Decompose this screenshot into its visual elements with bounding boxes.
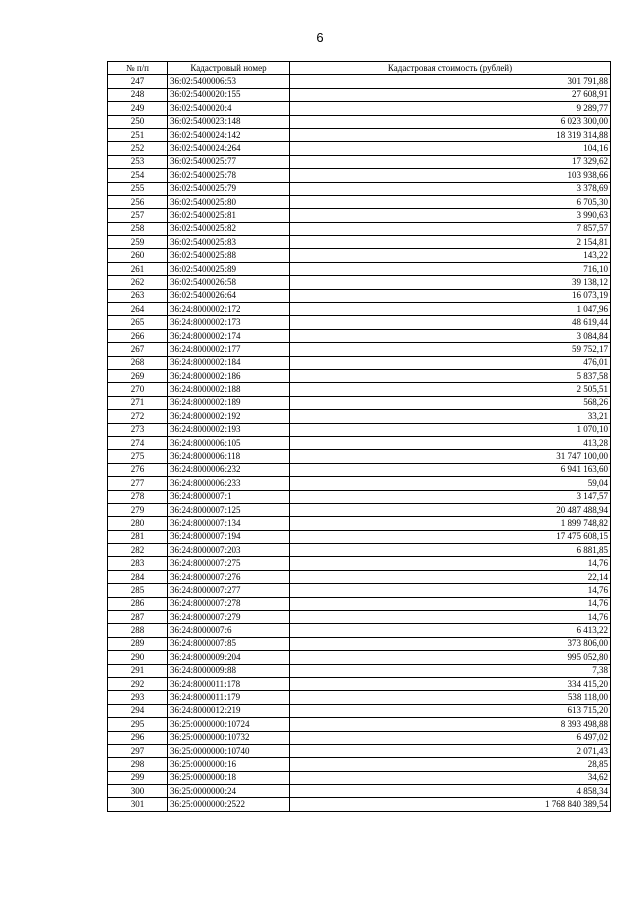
row-index-cell: 290 [108,651,168,664]
row-index-cell: 288 [108,624,168,637]
cadastral-value-cell: 17 475 608,15 [290,530,611,543]
cadastral-number-cell: 36:24:8000007:1 [168,490,290,503]
cadastral-number-cell: 36:24:8000007:125 [168,503,290,516]
cadastral-value-cell: 17 329,62 [290,155,611,168]
table-row [108,785,611,798]
cadastral-number-cell: 36:25:0000000:16 [168,758,290,771]
cadastral-number-cell: 36:24:8000007:134 [168,517,290,530]
table-row [108,798,611,811]
table-row [108,677,611,690]
cadastral-number-cell: 36:25:0000000:2522 [168,798,290,811]
row-index-cell: 278 [108,490,168,503]
row-index-cell: 265 [108,316,168,329]
row-index-cell: 266 [108,329,168,342]
table-row [108,115,611,128]
table-row [108,704,611,717]
cadastral-number-cell: 36:24:8000002:193 [168,423,290,436]
table-row [108,557,611,570]
row-index-cell: 289 [108,637,168,650]
cadastral-number-cell: 36:25:0000000:10732 [168,731,290,744]
cadastral-value-cell: 14,76 [290,584,611,597]
table-row [108,88,611,101]
cadastral-value-cell: 143,22 [290,249,611,262]
cadastral-value-cell: 31 747 100,00 [290,450,611,463]
cadastral-number-cell: 36:24:8000007:85 [168,637,290,650]
cadastral-value-cell: 14,76 [290,611,611,624]
table-row [108,236,611,249]
table-row [108,410,611,423]
cadastral-number-cell: 36:02:5400024:264 [168,142,290,155]
cadastral-value-cell: 1 070,10 [290,423,611,436]
cadastral-value-cell: 716,10 [290,262,611,275]
cadastral-number-cell: 36:24:8000007:278 [168,597,290,610]
cadastral-value-cell: 48 619,44 [290,316,611,329]
table-row [108,276,611,289]
cadastral-value-cell: 373 806,00 [290,637,611,650]
cadastral-value-cell: 14,76 [290,597,611,610]
cadastral-value-cell: 9 289,77 [290,102,611,115]
table-row [108,195,611,208]
cadastral-number-cell: 36:02:5400025:81 [168,209,290,222]
row-index-cell: 263 [108,289,168,302]
table-row [108,329,611,342]
table-row [108,369,611,382]
row-index-cell: 251 [108,128,168,141]
row-index-cell: 276 [108,463,168,476]
cadastral-number-cell: 36:02:5400026:64 [168,289,290,302]
row-index-cell: 252 [108,142,168,155]
row-index-cell: 256 [108,195,168,208]
cadastral-number-cell: 36:24:8000006:232 [168,463,290,476]
row-index-cell: 253 [108,155,168,168]
row-index-cell: 262 [108,276,168,289]
cadastral-value-cell: 1 047,96 [290,303,611,316]
row-index-cell: 268 [108,356,168,369]
column-header-cadastral-number: Кадастровый номер [168,62,290,75]
cadastral-number-cell: 36:02:5400025:89 [168,262,290,275]
table-row [108,731,611,744]
table-row [108,490,611,503]
cadastral-value-cell: 3 147,57 [290,490,611,503]
cadastral-number-cell: 36:24:8000009:88 [168,664,290,677]
table-row [108,423,611,436]
cadastral-number-cell: 36:25:0000000:10724 [168,718,290,731]
cadastral-value-cell: 5 837,58 [290,369,611,382]
cadastral-value-cell: 6 881,85 [290,544,611,557]
row-index-cell: 258 [108,222,168,235]
cadastral-value-cell: 334 415,20 [290,677,611,690]
table-row [108,182,611,195]
cadastral-value-cell: 8 393 498,88 [290,718,611,731]
table-row [108,771,611,784]
row-index-cell: 271 [108,396,168,409]
row-index-cell: 257 [108,209,168,222]
table-row [108,624,611,637]
table-row [108,356,611,369]
cadastral-value-cell: 7,38 [290,664,611,677]
table-row [108,691,611,704]
cadastral-number-cell: 36:25:0000000:18 [168,771,290,784]
cadastral-number-cell: 36:02:5400023:148 [168,115,290,128]
row-index-cell: 270 [108,383,168,396]
row-index-cell: 249 [108,102,168,115]
cadastral-number-cell: 36:02:5400006:53 [168,75,290,88]
row-index-cell: 273 [108,423,168,436]
row-index-cell: 295 [108,718,168,731]
cadastral-number-cell: 36:24:8000007:279 [168,611,290,624]
row-index-cell: 259 [108,236,168,249]
cadastral-number-cell: 36:24:8000006:105 [168,436,290,449]
cadastral-value-cell: 104,16 [290,142,611,155]
cadastral-value-cell: 6 497,02 [290,731,611,744]
cadastral-number-cell: 36:24:8000007:6 [168,624,290,637]
row-index-cell: 275 [108,450,168,463]
table-row [108,530,611,543]
cadastral-number-cell: 36:24:8000006:118 [168,450,290,463]
table-header-row [108,62,611,75]
table-row [108,450,611,463]
table-body [108,75,611,811]
cadastral-number-cell: 36:24:8000011:178 [168,677,290,690]
row-index-cell: 280 [108,517,168,530]
cadastral-number-cell: 36:24:8000002:173 [168,316,290,329]
cadastral-value-cell: 27 608,91 [290,88,611,101]
table-row [108,303,611,316]
row-index-cell: 299 [108,771,168,784]
table-row [108,744,611,757]
cadastral-value-cell: 2 154,81 [290,236,611,249]
cadastral-value-cell: 59,04 [290,477,611,490]
cadastral-value-cell: 28,85 [290,758,611,771]
cadastral-value-cell: 6 023 300,00 [290,115,611,128]
table-row [108,128,611,141]
table-row [108,102,611,115]
cadastral-value-cell: 14,76 [290,557,611,570]
cadastral-number-cell: 36:24:8000002:189 [168,396,290,409]
table-row [108,517,611,530]
cadastral-number-cell: 36:02:5400020:4 [168,102,290,115]
table-row [108,316,611,329]
cadastral-value-cell: 18 319 314,88 [290,128,611,141]
cadastral-number-cell: 36:24:8000002:192 [168,410,290,423]
cadastral-value-cell: 1 768 840 389,54 [290,798,611,811]
row-index-cell: 291 [108,664,168,677]
table-row [108,343,611,356]
cadastral-value-cell: 538 118,00 [290,691,611,704]
row-index-cell: 281 [108,530,168,543]
cadastral-number-cell: 36:02:5400025:88 [168,249,290,262]
row-index-cell: 279 [108,503,168,516]
cadastral-number-cell: 36:02:5400025:77 [168,155,290,168]
row-index-cell: 267 [108,343,168,356]
row-index-cell: 284 [108,570,168,583]
row-index-cell: 272 [108,410,168,423]
table-row [108,718,611,731]
cadastral-number-cell: 36:24:8000007:275 [168,557,290,570]
cadastral-number-cell: 36:02:5400024:142 [168,128,290,141]
cadastral-number-cell: 36:02:5400020:155 [168,88,290,101]
table-row [108,436,611,449]
table-row [108,209,611,222]
cadastral-number-cell: 36:24:8000007:277 [168,584,290,597]
table-row [108,249,611,262]
table-row [108,651,611,664]
row-index-cell: 292 [108,677,168,690]
row-index-cell: 247 [108,75,168,88]
row-index-cell: 297 [108,744,168,757]
cadastral-value-cell: 568,26 [290,396,611,409]
row-index-cell: 298 [108,758,168,771]
table-row [108,169,611,182]
cadastral-value-cell: 33,21 [290,410,611,423]
table-row [108,222,611,235]
cadastral-number-cell: 36:24:8000002:174 [168,329,290,342]
row-index-cell: 296 [108,731,168,744]
row-index-cell: 300 [108,785,168,798]
cadastral-number-cell: 36:24:8000007:203 [168,544,290,557]
row-index-cell: 301 [108,798,168,811]
row-index-cell: 269 [108,369,168,382]
row-index-cell: 254 [108,169,168,182]
row-index-cell: 260 [108,249,168,262]
row-index-cell: 261 [108,262,168,275]
row-index-cell: 274 [108,436,168,449]
cadastral-value-cell: 476,01 [290,356,611,369]
row-index-cell: 250 [108,115,168,128]
cadastral-number-cell: 36:24:8000002:186 [168,369,290,382]
cadastral-value-cell: 20 487 488,94 [290,503,611,516]
table-row [108,75,611,88]
cadastral-value-cell: 4 858,34 [290,785,611,798]
table-row [108,289,611,302]
cadastral-value-cell: 1 899 748,82 [290,517,611,530]
cadastral-number-cell: 36:02:5400025:83 [168,236,290,249]
row-index-cell: 285 [108,584,168,597]
cadastral-value-cell: 2 071,43 [290,744,611,757]
table-row [108,597,611,610]
cadastral-value-cell: 6 413,22 [290,624,611,637]
row-index-cell: 264 [108,303,168,316]
cadastral-value-cell: 59 752,17 [290,343,611,356]
column-header-index: № п/п [108,62,168,75]
cadastral-number-cell: 36:02:5400025:79 [168,182,290,195]
cadastral-number-cell: 36:02:5400025:78 [168,169,290,182]
cadastral-number-cell: 36:02:5400025:82 [168,222,290,235]
cadastral-value-cell: 16 073,19 [290,289,611,302]
cadastral-number-cell: 36:24:8000007:276 [168,570,290,583]
cadastral-value-cell: 6 941 163,60 [290,463,611,476]
cadastral-number-cell: 36:24:8000007:194 [168,530,290,543]
cadastral-value-cell: 413,28 [290,436,611,449]
table-row [108,503,611,516]
row-index-cell: 293 [108,691,168,704]
cadastral-number-cell: 36:25:0000000:10740 [168,744,290,757]
cadastral-number-cell: 36:24:8000012:219 [168,704,290,717]
cadastral-number-cell: 36:24:8000009:204 [168,651,290,664]
cadastral-value-cell: 6 705,30 [290,195,611,208]
cadastral-value-cell: 3 990,63 [290,209,611,222]
table-row [108,637,611,650]
table-row [108,611,611,624]
row-index-cell: 283 [108,557,168,570]
table-row [108,262,611,275]
row-index-cell: 294 [108,704,168,717]
cadastral-value-cell: 22,14 [290,570,611,583]
cadastral-value-cell: 3 378,69 [290,182,611,195]
table-row [108,664,611,677]
cadastral-number-cell: 36:24:8000002:177 [168,343,290,356]
cadastral-number-cell: 36:02:5400025:80 [168,195,290,208]
table-row [108,584,611,597]
page-number: 6 [316,30,324,45]
cadastral-number-cell: 36:24:8000002:172 [168,303,290,316]
cadastral-value-cell: 301 791,88 [290,75,611,88]
row-index-cell: 277 [108,477,168,490]
cadastral-value-cell: 3 084,84 [290,329,611,342]
cadastral-number-cell: 36:24:8000006:233 [168,477,290,490]
table-row [108,396,611,409]
row-index-cell: 248 [108,88,168,101]
cadastral-number-cell: 36:24:8000002:184 [168,356,290,369]
cadastral-value-cell: 103 938,66 [290,169,611,182]
cadastral-value-cell: 613 715,20 [290,704,611,717]
table-row [108,758,611,771]
row-index-cell: 287 [108,611,168,624]
cadastral-number-cell: 36:02:5400026:58 [168,276,290,289]
table-row [108,142,611,155]
cadastral-value-cell: 39 138,12 [290,276,611,289]
table-row [108,383,611,396]
cadastral-value-table [107,61,611,812]
table-row [108,477,611,490]
table-row [108,463,611,476]
row-index-cell: 286 [108,597,168,610]
cadastral-value-cell: 7 857,57 [290,222,611,235]
table-row [108,544,611,557]
cadastral-value-cell: 2 505,51 [290,383,611,396]
cadastral-number-cell: 36:24:8000011:179 [168,691,290,704]
cadastral-value-cell: 995 052,80 [290,651,611,664]
table-row [108,570,611,583]
table-row [108,155,611,168]
row-index-cell: 255 [108,182,168,195]
cadastral-value-cell: 34,62 [290,771,611,784]
cadastral-number-cell: 36:24:8000002:188 [168,383,290,396]
row-index-cell: 282 [108,544,168,557]
cadastral-number-cell: 36:25:0000000:24 [168,785,290,798]
column-header-cadastral-value: Кадастровая стоимость (рублей) [290,62,611,75]
